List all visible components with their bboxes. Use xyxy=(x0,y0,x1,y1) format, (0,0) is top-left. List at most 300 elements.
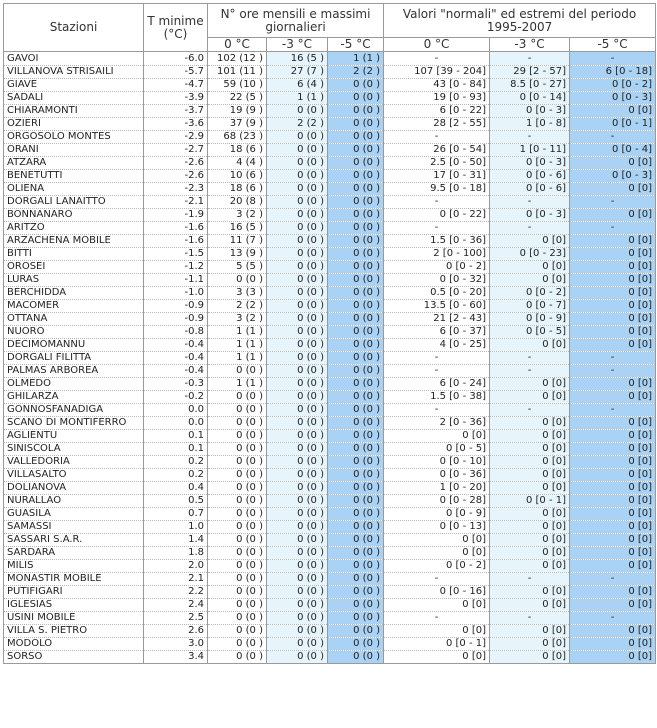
station-name: ARITZO xyxy=(4,222,144,235)
normal-0c: 0 [0 - 28] xyxy=(384,495,490,508)
tmin-value: 1.0 xyxy=(144,521,208,534)
tmin-value: 0.7 xyxy=(144,508,208,521)
station-name: USINI MOBILE xyxy=(4,612,144,625)
hours-0c: 0 (0 ) xyxy=(208,443,267,456)
station-name: NUORO xyxy=(4,326,144,339)
normal-m5c: 0 [0] xyxy=(570,274,656,287)
normal-m3c: 0 [0] xyxy=(490,534,570,547)
hours-m5c: 0 (0 ) xyxy=(328,456,384,469)
hours-m3c: 0 (0 ) xyxy=(267,612,328,625)
normal-0c: 19 [0 - 93] xyxy=(384,92,490,105)
station-name: MODOLO xyxy=(4,638,144,651)
hours-m3c: 0 (0 ) xyxy=(267,248,328,261)
hours-m3c: 0 (0 ) xyxy=(267,274,328,287)
hours-m3c: 0 (0 ) xyxy=(267,599,328,612)
normal-0c: 6 [0 - 37] xyxy=(384,326,490,339)
subheader-normali-m5: -5 °C xyxy=(570,38,656,52)
header-tmin: T minime (°C) xyxy=(144,4,208,52)
tmin-value: 0.1 xyxy=(144,443,208,456)
table-row xyxy=(4,274,656,287)
tmin-value: 3.4 xyxy=(144,651,208,664)
normal-m3c: 0 [0 - 5] xyxy=(490,326,570,339)
tmin-value: -1.0 xyxy=(144,287,208,300)
hours-0c: 0 (0 ) xyxy=(208,274,267,287)
hours-0c: 0 (0 ) xyxy=(208,586,267,599)
hours-0c: 4 (4 ) xyxy=(208,157,267,170)
normal-0c: 0 [0 - 2] xyxy=(384,560,490,573)
station-name: GHILARZA xyxy=(4,391,144,404)
normal-0c: 0 [0 - 2] xyxy=(384,261,490,274)
normal-m3c: - xyxy=(490,612,570,625)
hours-m3c: 0 (0 ) xyxy=(267,521,328,534)
table-row xyxy=(4,222,656,235)
table-row xyxy=(4,352,656,365)
hours-m3c: 0 (0 ) xyxy=(267,235,328,248)
normal-m3c: 0 [0] xyxy=(490,417,570,430)
normal-0c: 1.5 [0 - 38] xyxy=(384,391,490,404)
hours-0c: 0 (0 ) xyxy=(208,560,267,573)
tmin-value: -5.7 xyxy=(144,66,208,79)
normal-0c: 9.5 [0 - 18] xyxy=(384,183,490,196)
tmin-value: -2.6 xyxy=(144,170,208,183)
hours-m3c: 2 (2 ) xyxy=(267,118,328,131)
station-name: DORGALI FILITTA xyxy=(4,352,144,365)
station-name: SASSARI S.A.R. xyxy=(4,534,144,547)
hours-m5c: 0 (0 ) xyxy=(328,222,384,235)
normal-m3c: 1 [0 - 11] xyxy=(490,144,570,157)
normal-m5c: 0 [0] xyxy=(570,430,656,443)
normal-m5c: 0 [0] xyxy=(570,209,656,222)
tmin-value: 2.4 xyxy=(144,599,208,612)
tmin-value: 2.6 xyxy=(144,625,208,638)
hours-0c: 3 (2 ) xyxy=(208,209,267,222)
normal-m3c: 0 [0 - 3] xyxy=(490,209,570,222)
hours-m5c: 0 (0 ) xyxy=(328,378,384,391)
tmin-value: -2.7 xyxy=(144,144,208,157)
hours-m5c: 0 (0 ) xyxy=(328,365,384,378)
table-row xyxy=(4,52,656,66)
hours-m3c: 0 (0 ) xyxy=(267,378,328,391)
table-row xyxy=(4,313,656,326)
hours-0c: 101 (11 ) xyxy=(208,66,267,79)
station-name: CHIARAMONTI xyxy=(4,105,144,118)
station-name: ORGOSOLO MONTES xyxy=(4,131,144,144)
tmin-value: -0.4 xyxy=(144,339,208,352)
hours-m5c: 0 (0 ) xyxy=(328,599,384,612)
table-row xyxy=(4,534,656,547)
table-row xyxy=(4,261,656,274)
normal-m5c: - xyxy=(570,404,656,417)
tmin-value: 0.2 xyxy=(144,469,208,482)
hours-m5c: 0 (0 ) xyxy=(328,144,384,157)
normal-0c: 1 [0 - 20] xyxy=(384,482,490,495)
normal-0c: - xyxy=(384,52,490,66)
normal-m5c: 0 [0] xyxy=(570,443,656,456)
table-row xyxy=(4,300,656,313)
normal-m3c: 0 [0] xyxy=(490,456,570,469)
hours-0c: 18 (6 ) xyxy=(208,144,267,157)
station-name: SINISCOLA xyxy=(4,443,144,456)
table-row xyxy=(4,482,656,495)
hours-0c: 1 (1 ) xyxy=(208,326,267,339)
hours-m5c: 0 (0 ) xyxy=(328,482,384,495)
normal-m3c: 0 [0 - 9] xyxy=(490,313,570,326)
normal-m5c: 0 [0] xyxy=(570,105,656,118)
normal-m5c: - xyxy=(570,352,656,365)
hours-0c: 0 (0 ) xyxy=(208,417,267,430)
normal-0c: 0 [0 - 10] xyxy=(384,456,490,469)
hours-m3c: 0 (0 ) xyxy=(267,196,328,209)
normal-0c: 2 [0 - 100] xyxy=(384,248,490,261)
hours-m5c: 0 (0 ) xyxy=(328,638,384,651)
hours-m3c: 0 (0 ) xyxy=(267,157,328,170)
table-row xyxy=(4,209,656,222)
table-row xyxy=(4,638,656,651)
normal-0c: 4 [0 - 25] xyxy=(384,339,490,352)
station-name: OTTANA xyxy=(4,313,144,326)
normal-m5c: 6 [0 - 18] xyxy=(570,66,656,79)
station-name: GUASILA xyxy=(4,508,144,521)
normal-m3c: - xyxy=(490,196,570,209)
hours-m5c: 0 (0 ) xyxy=(328,443,384,456)
hours-m5c: 0 (0 ) xyxy=(328,274,384,287)
hours-m3c: 0 (0 ) xyxy=(267,313,328,326)
normal-m5c: - xyxy=(570,573,656,586)
normal-m5c: 0 [0] xyxy=(570,482,656,495)
hours-0c: 0 (0 ) xyxy=(208,508,267,521)
normal-0c: 0.5 [0 - 20] xyxy=(384,287,490,300)
table-row xyxy=(4,365,656,378)
hours-m5c: 0 (0 ) xyxy=(328,313,384,326)
normal-0c: - xyxy=(384,573,490,586)
normal-0c: - xyxy=(384,352,490,365)
tmin-value: 2.0 xyxy=(144,560,208,573)
tmin-value: -0.9 xyxy=(144,313,208,326)
normal-m3c: - xyxy=(490,131,570,144)
normal-0c: 6 [0 - 24] xyxy=(384,378,490,391)
table-row xyxy=(4,586,656,599)
tmin-value: -3.7 xyxy=(144,105,208,118)
normal-m3c: 0 [0] xyxy=(490,508,570,521)
table-row xyxy=(4,157,656,170)
subheader-ore-0: 0 °C xyxy=(208,38,267,52)
station-name: ORANI xyxy=(4,144,144,157)
hours-m3c: 0 (0 ) xyxy=(267,287,328,300)
hours-0c: 5 (5 ) xyxy=(208,261,267,274)
normal-m5c: 0 [0] xyxy=(570,417,656,430)
tmin-value: -2.1 xyxy=(144,196,208,209)
normal-m3c: 0 [0] xyxy=(490,586,570,599)
hours-m5c: 0 (0 ) xyxy=(328,196,384,209)
hours-m5c: 0 (0 ) xyxy=(328,469,384,482)
hours-m3c: 0 (0 ) xyxy=(267,638,328,651)
hours-m3c: 0 (0 ) xyxy=(267,547,328,560)
hours-m3c: 0 (0 ) xyxy=(267,534,328,547)
normal-m3c: 0 [0] xyxy=(490,235,570,248)
normal-m3c: - xyxy=(490,404,570,417)
normal-m3c: 0 [0] xyxy=(490,521,570,534)
hours-0c: 0 (0 ) xyxy=(208,612,267,625)
normal-m3c: 0 [0] xyxy=(490,430,570,443)
normal-0c: 0 [0 - 9] xyxy=(384,508,490,521)
hours-0c: 0 (0 ) xyxy=(208,625,267,638)
normal-0c: 0 [0 - 13] xyxy=(384,521,490,534)
hours-m5c: 0 (0 ) xyxy=(328,625,384,638)
hours-m3c: 27 (7 ) xyxy=(267,66,328,79)
header-normali-group: Valori "normali" ed estremi del periodo 1995-2007 xyxy=(384,4,656,38)
hours-0c: 0 (0 ) xyxy=(208,573,267,586)
tmin-value: -6.0 xyxy=(144,52,208,66)
normal-m3c: 0 [0] xyxy=(490,547,570,560)
hours-m3c: 0 (0 ) xyxy=(267,352,328,365)
hours-m5c: 0 (0 ) xyxy=(328,300,384,313)
normal-m3c: 0 [0] xyxy=(490,651,570,664)
hours-m5c: 0 (0 ) xyxy=(328,183,384,196)
hours-0c: 0 (0 ) xyxy=(208,391,267,404)
header-stazioni: Stazioni xyxy=(4,4,144,52)
header-ore-group: N° ore mensili e massimi giornalieri xyxy=(208,4,384,38)
station-name: OROSEI xyxy=(4,261,144,274)
tmin-value: -0.3 xyxy=(144,378,208,391)
normal-0c: 2 [0 - 36] xyxy=(384,417,490,430)
normal-0c: 107 [39 - 204] xyxy=(384,66,490,79)
table-row xyxy=(4,404,656,417)
table-row xyxy=(4,417,656,430)
normal-0c: 0 [0] xyxy=(384,430,490,443)
normal-m3c: 0 [0] xyxy=(490,599,570,612)
station-name: NURALLAO xyxy=(4,495,144,508)
normal-m3c: 0 [0 - 1] xyxy=(490,495,570,508)
normal-m5c: 0 [0] xyxy=(570,508,656,521)
table-row xyxy=(4,144,656,157)
hours-0c: 102 (12 ) xyxy=(208,52,267,66)
normal-0c: 0 [0] xyxy=(384,547,490,560)
hours-m5c: 0 (0 ) xyxy=(328,235,384,248)
normal-m3c: 0 [0] xyxy=(490,469,570,482)
normal-m3c: 0 [0 - 23] xyxy=(490,248,570,261)
normal-m5c: 0 [0 - 2] xyxy=(570,79,656,92)
normal-m5c: 0 [0] xyxy=(570,495,656,508)
normal-m5c: 0 [0] xyxy=(570,300,656,313)
tmin-value: 0.0 xyxy=(144,417,208,430)
normal-m5c: 0 [0] xyxy=(570,326,656,339)
station-name: SCANO DI MONTIFERRO xyxy=(4,417,144,430)
table-row xyxy=(4,521,656,534)
hours-m5c: 0 (0 ) xyxy=(328,417,384,430)
hours-m5c: 0 (0 ) xyxy=(328,118,384,131)
normal-0c: 6 [0 - 22] xyxy=(384,105,490,118)
table-row xyxy=(4,235,656,248)
hours-m3c: 0 (0 ) xyxy=(267,209,328,222)
normal-0c: - xyxy=(384,222,490,235)
normal-m5c: 0 [0 - 4] xyxy=(570,144,656,157)
table-row xyxy=(4,378,656,391)
hours-m5c: 0 (0 ) xyxy=(328,170,384,183)
normal-m5c: - xyxy=(570,131,656,144)
hours-0c: 1 (1 ) xyxy=(208,352,267,365)
hours-0c: 0 (0 ) xyxy=(208,547,267,560)
hours-m5c: 0 (0 ) xyxy=(328,287,384,300)
table-row xyxy=(4,248,656,261)
normal-m5c: - xyxy=(570,196,656,209)
normal-0c: 28 [2 - 55] xyxy=(384,118,490,131)
tmin-value: -4.7 xyxy=(144,79,208,92)
station-name: VILLASALTO xyxy=(4,469,144,482)
hours-0c: 59 (10 ) xyxy=(208,79,267,92)
station-name: BITTI xyxy=(4,248,144,261)
station-name: BENETUTTI xyxy=(4,170,144,183)
hours-0c: 0 (0 ) xyxy=(208,404,267,417)
hours-0c: 19 (9 ) xyxy=(208,105,267,118)
normal-m3c: 0 [0 - 6] xyxy=(490,183,570,196)
normal-m3c: 0 [0 - 6] xyxy=(490,170,570,183)
hours-m3c: 0 (0 ) xyxy=(267,495,328,508)
normal-0c: 0 [0 - 22] xyxy=(384,209,490,222)
station-name: GAVOI xyxy=(4,52,144,66)
normal-0c: 0 [0 - 16] xyxy=(384,586,490,599)
hours-m5c: 0 (0 ) xyxy=(328,430,384,443)
normal-m3c: 8.5 [0 - 27] xyxy=(490,79,570,92)
hours-0c: 37 (9 ) xyxy=(208,118,267,131)
normal-m3c: 0 [0] xyxy=(490,560,570,573)
hours-0c: 1 (1 ) xyxy=(208,378,267,391)
normal-m3c: 0 [0] xyxy=(490,482,570,495)
station-name: DECIMOMANNU xyxy=(4,339,144,352)
table-row xyxy=(4,573,656,586)
station-name: IGLESIAS xyxy=(4,599,144,612)
normal-m5c: 0 [0] xyxy=(570,469,656,482)
hours-m5c: 0 (0 ) xyxy=(328,534,384,547)
hours-m5c: 0 (0 ) xyxy=(328,209,384,222)
hours-m3c: 0 (0 ) xyxy=(267,560,328,573)
table-row xyxy=(4,170,656,183)
normal-m5c: 0 [0] xyxy=(570,248,656,261)
normal-m5c: 0 [0] xyxy=(570,339,656,352)
tmin-value: -1.6 xyxy=(144,222,208,235)
hours-0c: 1 (1 ) xyxy=(208,339,267,352)
station-name: OLIENA xyxy=(4,183,144,196)
hours-m3c: 0 (0 ) xyxy=(267,508,328,521)
hours-m5c: 0 (0 ) xyxy=(328,404,384,417)
hours-m3c: 0 (0 ) xyxy=(267,326,328,339)
normal-0c: 0 [0 - 1] xyxy=(384,638,490,651)
table-row xyxy=(4,625,656,638)
table-body xyxy=(4,52,656,664)
tmin-value: -0.8 xyxy=(144,326,208,339)
hours-0c: 18 (6 ) xyxy=(208,183,267,196)
table-row xyxy=(4,118,656,131)
normal-m3c: 0 [0] xyxy=(490,638,570,651)
hours-m3c: 16 (5 ) xyxy=(267,52,328,66)
normal-m3c: - xyxy=(490,573,570,586)
hours-m5c: 0 (0 ) xyxy=(328,573,384,586)
table-row xyxy=(4,183,656,196)
normal-m3c: 0 [0 - 14] xyxy=(490,92,570,105)
hours-m3c: 0 (0 ) xyxy=(267,573,328,586)
normal-0c: 0 [0 - 5] xyxy=(384,443,490,456)
table-row xyxy=(4,287,656,300)
hours-0c: 0 (0 ) xyxy=(208,456,267,469)
hours-m5c: 0 (0 ) xyxy=(328,508,384,521)
hours-m5c: 0 (0 ) xyxy=(328,326,384,339)
normal-m3c: 0 [0] xyxy=(490,261,570,274)
station-name: OZIERI xyxy=(4,118,144,131)
normal-0c: 0 [0] xyxy=(384,534,490,547)
tmin-value: 2.2 xyxy=(144,586,208,599)
normal-0c: 1.5 [0 - 36] xyxy=(384,235,490,248)
normal-m5c: 0 [0] xyxy=(570,378,656,391)
table-row xyxy=(4,547,656,560)
hours-0c: 11 (7 ) xyxy=(208,235,267,248)
tmin-value: -1.9 xyxy=(144,209,208,222)
hours-m3c: 0 (0 ) xyxy=(267,456,328,469)
tmin-value: -1.6 xyxy=(144,235,208,248)
hours-m3c: 0 (0 ) xyxy=(267,404,328,417)
table-row xyxy=(4,196,656,209)
tmin-value: -0.4 xyxy=(144,365,208,378)
normal-0c: - xyxy=(384,131,490,144)
table-row xyxy=(4,105,656,118)
normal-m5c: 0 [0] xyxy=(570,599,656,612)
hours-m5c: 0 (0 ) xyxy=(328,547,384,560)
normal-0c: 17 [0 - 31] xyxy=(384,170,490,183)
tmin-value: -2.3 xyxy=(144,183,208,196)
normal-m5c: 0 [0] xyxy=(570,456,656,469)
tmin-value: 0.1 xyxy=(144,430,208,443)
station-name: AGLIENTU xyxy=(4,430,144,443)
normal-m3c: 0 [0] xyxy=(490,378,570,391)
normal-m3c: 0 [0 - 3] xyxy=(490,105,570,118)
normal-m5c: 0 [0] xyxy=(570,534,656,547)
normal-m5c: - xyxy=(570,612,656,625)
tmin-value: -1.2 xyxy=(144,261,208,274)
station-name: MONASTIR MOBILE xyxy=(4,573,144,586)
station-name: SAMASSI xyxy=(4,521,144,534)
hours-m3c: 0 (0 ) xyxy=(267,183,328,196)
normal-m3c: 1 [0 - 8] xyxy=(490,118,570,131)
table-row xyxy=(4,495,656,508)
table-row xyxy=(4,430,656,443)
table-row xyxy=(4,612,656,625)
table-row xyxy=(4,560,656,573)
normal-m3c: 0 [0] xyxy=(490,391,570,404)
normal-m5c: 0 [0] xyxy=(570,287,656,300)
hours-m5c: 0 (0 ) xyxy=(328,105,384,118)
normal-m5c: 0 [0] xyxy=(570,547,656,560)
hours-m3c: 1 (1 ) xyxy=(267,92,328,105)
normal-m3c: - xyxy=(490,365,570,378)
hours-m5c: 0 (0 ) xyxy=(328,261,384,274)
normal-m5c: 0 [0] xyxy=(570,183,656,196)
normal-0c: 2.5 [0 - 50] xyxy=(384,157,490,170)
tmin-value: 1.8 xyxy=(144,547,208,560)
station-frost-table xyxy=(3,3,656,664)
hours-m5c: 0 (0 ) xyxy=(328,92,384,105)
normal-m5c: 0 [0] xyxy=(570,235,656,248)
normal-m5c: 0 [0] xyxy=(570,560,656,573)
hours-m3c: 0 (0 ) xyxy=(267,391,328,404)
normal-m5c: 0 [0] xyxy=(570,157,656,170)
station-name: MILIS xyxy=(4,560,144,573)
hours-m5c: 0 (0 ) xyxy=(328,586,384,599)
hours-m3c: 0 (0 ) xyxy=(267,482,328,495)
hours-m3c: 0 (0 ) xyxy=(267,222,328,235)
normal-0c: 13.5 [0 - 60] xyxy=(384,300,490,313)
hours-m3c: 0 (0 ) xyxy=(267,131,328,144)
tmin-value: -0.4 xyxy=(144,352,208,365)
table-row xyxy=(4,599,656,612)
hours-0c: 0 (0 ) xyxy=(208,482,267,495)
